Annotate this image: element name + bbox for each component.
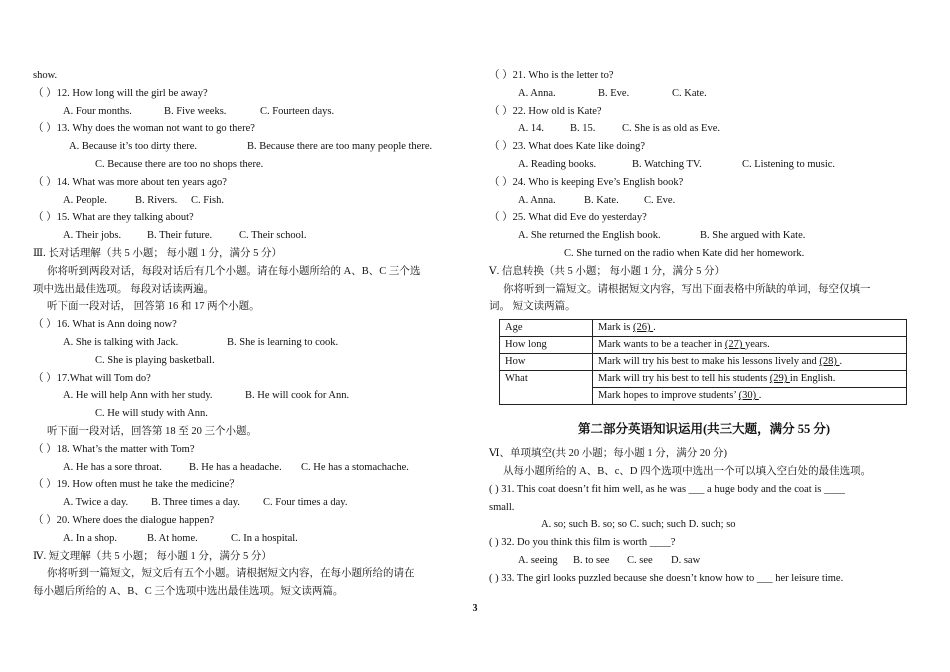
question-31-cont: small. — [489, 501, 515, 513]
blank-29: (29) — [769, 373, 790, 385]
dialogue-1-intro: 听下面一段对话， 回答第 16 和 17 两个小题。 — [47, 301, 260, 313]
options-22 — [489, 120, 919, 138]
option-15b: B. Their future. — [147, 230, 213, 242]
option-18a: A. He has a sore throat. — [63, 461, 162, 473]
options-14 — [33, 192, 465, 210]
table-row — [500, 320, 907, 337]
cell-text: Mark hopes to improve students’ — [598, 390, 739, 402]
option-19a: A. Twice a day. — [63, 497, 129, 509]
option-16b: B. She is learning to cook. — [227, 336, 339, 348]
cell-text: years. — [744, 339, 770, 351]
question-31: ( ) 31. This coat doesn’t fit him well, as he was ___ a huge body and the coat is ____ — [489, 483, 845, 495]
option-20a: A. In a shop. — [63, 532, 117, 544]
option-15a: A. Their jobs. — [63, 230, 122, 242]
options-19 — [33, 494, 465, 512]
info-table — [499, 319, 907, 405]
option-20c: C. In a hospital. — [231, 532, 298, 544]
table-row — [500, 337, 907, 354]
table-cell-label: What — [500, 371, 593, 405]
question-18: （ ）18. What’s the matter with Tom? — [33, 443, 195, 455]
blank-30: (30) — [738, 390, 759, 402]
table-cell-label: How long — [500, 337, 593, 354]
option-32a: A. seeing — [518, 554, 558, 566]
option-17a: A. He will help Ann with her study. — [63, 390, 213, 402]
option-14c: C. Fish. — [191, 194, 224, 206]
question-19: （ ）19. How often must he take the medicine？ — [33, 479, 240, 491]
options-17 — [33, 387, 465, 405]
table-cell — [593, 388, 907, 405]
option-18c: C. He has a stomachache. — [301, 461, 409, 473]
table-cell — [593, 337, 907, 354]
option-15c: C. Their school. — [239, 230, 307, 242]
option-25c: C. She turned on the radio when Kate did her homework. — [564, 247, 805, 259]
option-21c: C. Kate. — [672, 87, 707, 99]
question-12: （ ）12. How long will the girl be away? — [33, 87, 208, 99]
section-3-instruction-cont: 项中选出最佳选项。 每段对话读两遍。 — [33, 283, 215, 295]
option-25b: B. She argued with Kate. — [700, 230, 806, 242]
text-line: show. — [33, 70, 58, 81]
option-32c: C. see — [627, 554, 653, 566]
section-4-title: Ⅳ. 短文理解（共 5 小题； 每小题 1 分，满分 5 分） — [33, 550, 272, 562]
option-32d: D. saw — [671, 554, 701, 566]
option-21b: B. Eve. — [598, 87, 630, 99]
options-16 — [33, 334, 465, 352]
blank-28: (28) — [819, 356, 840, 368]
question-20: （ ）20. Where does the dialogue happen? — [33, 514, 215, 526]
option-19b: B. Three times a day. — [151, 497, 240, 509]
question-16: （ ）16. What is Ann doing now? — [33, 319, 177, 331]
table-row — [500, 371, 907, 388]
section-4-instruction-cont: 每小题后所给的 A、B、C 三个选项中选出最佳选项。短文读两篇。 — [33, 586, 344, 598]
left-column — [33, 67, 465, 601]
option-13c: C. Because there are too no shops there. — [95, 158, 264, 170]
option-23c: C. Listening to music. — [742, 158, 836, 170]
option-14a: A. People. — [63, 194, 108, 206]
part-2-title: 第二部分英语知识运用(共三大题，满分 55 分) — [577, 422, 831, 437]
table-row — [500, 354, 907, 371]
option-22b: B. 15. — [570, 123, 596, 135]
option-25a: A. She returned the English book. — [518, 230, 661, 242]
option-23b: B. Watching TV. — [632, 158, 702, 170]
blank-27: (27) — [724, 339, 745, 351]
table-cell — [593, 354, 907, 371]
section-5-instruction: 你将听到一篇短文。请根据短文内容，写出下面表格中所缺的单词，每空仅填一 — [503, 283, 871, 295]
option-32b: B. to see — [573, 554, 610, 566]
options-24 — [489, 192, 919, 210]
question-21: （ ）21. Who is the letter to? — [489, 70, 614, 81]
section-4-instruction: 你将听到一篇短文，短文后有五个小题。请根据短文内容，在每小题所给的请在 — [47, 568, 415, 580]
section-3-title: Ⅲ. 长对话理解（共 5 小题； 每小题 1 分，满分 5 分） — [33, 247, 282, 259]
options-15 — [33, 227, 465, 245]
options-21 — [489, 85, 919, 103]
page-number: 3 — [472, 603, 478, 614]
cell-text: in English. — [789, 373, 836, 385]
cell-text: . — [653, 322, 656, 334]
options-18 — [33, 459, 465, 477]
option-12b: B. Five weeks. — [164, 105, 227, 117]
option-12c: C. Fourteen days. — [260, 105, 335, 117]
cell-text: . — [758, 390, 762, 402]
cell-text: Mark is — [598, 322, 633, 334]
options-23 — [489, 156, 919, 174]
table-cell-label: How — [500, 354, 593, 371]
option-21a: A. Anna. — [518, 87, 556, 99]
option-19c: C. Four times a day. — [263, 497, 348, 509]
options-12 — [33, 103, 465, 121]
table-cell — [593, 320, 907, 337]
option-24b: B. Kate. — [584, 194, 619, 206]
options-31: A. so; such B. so; so C. such; such D. such; so — [541, 519, 736, 531]
question-24: （ ）24. Who is keeping Eve’s English book? — [489, 176, 684, 188]
option-22c: C. She is as old as Eve. — [622, 123, 720, 135]
section-5-instruction-cont: 词。 短文读两篇。 — [489, 301, 576, 313]
table-cell — [593, 371, 907, 388]
options-20 — [33, 530, 465, 548]
option-14b: B. Rivers. — [135, 194, 178, 206]
question-15: （ ）15. What are they talking about? — [33, 212, 194, 224]
question-13: （ ）13. Why does the woman not want to go there? — [33, 123, 255, 135]
cell-text: Mark wants to be a teacher in — [598, 339, 725, 351]
question-14: （ ）14. What was more about ten years ago? — [33, 176, 227, 188]
dialogue-2-intro: 听下面一段对话，回答第 18 至 20 三个小题。 — [47, 425, 257, 437]
question-22: （ ）22. How old is Kate? — [489, 105, 602, 117]
option-24a: A. Anna. — [518, 194, 556, 206]
cell-text: Mark will try his best to tell his students — [598, 373, 770, 385]
option-24c: C. Eve. — [644, 194, 676, 206]
question-25: （ ）25. What did Eve do yesterday? — [489, 212, 647, 224]
option-17b: B. He will cook for Ann. — [245, 390, 350, 402]
section-6-instruction: 从每小题所给的 A、B、c、D 四个选项中选出一个可以填入空白处的最佳选项。 — [503, 465, 872, 477]
blank-26: (26) — [633, 322, 654, 334]
option-13b: B. Because there are too many people there. — [247, 141, 433, 153]
option-23a: A. Reading books. — [518, 158, 597, 170]
option-13a: A. Because it’s too dirty there. — [69, 141, 198, 153]
section-3-instruction: 你将听到两段对话，每段对话后有几个小题。请在每小题所给的 A、B、C 三个选 — [47, 265, 421, 277]
option-17c: C. He will study with Ann. — [95, 408, 208, 420]
right-column — [489, 67, 919, 588]
question-32: ( ) 32. Do you think this film is worth ____? — [489, 537, 676, 549]
option-12a: A. Four months. — [63, 105, 132, 117]
option-22a: A. 14. — [518, 123, 544, 135]
question-17: （ ）17.What will Tom do? — [33, 372, 151, 384]
option-16c: C. She is playing basketball. — [95, 354, 215, 366]
question-33: ( ) 33. The girl looks puzzled because she doesn’t know how to ___ her leisure time. — [489, 572, 844, 584]
option-20b: B. At home. — [147, 532, 198, 544]
options-25 — [489, 227, 919, 245]
cell-text: Mark will try his best to make his lessons lively and — [598, 356, 820, 368]
table-cell-label: Age — [500, 320, 593, 337]
options-32 — [489, 552, 919, 570]
options-13 — [33, 138, 465, 156]
question-23: （ ）23. What does Kate like doing? — [489, 141, 646, 153]
option-16a: A. She is talking with Jack. — [63, 336, 179, 348]
cell-text: . — [839, 356, 843, 368]
option-18b: B. He has a headache. — [189, 461, 282, 473]
section-5-title: Ⅴ. 信息转换（共 5 小题； 每小题 1 分，满分 5 分） — [489, 265, 725, 277]
section-6-title: Ⅵ、单项填空(共 20 小题；每小题 1 分，满分 20 分) — [489, 448, 728, 460]
